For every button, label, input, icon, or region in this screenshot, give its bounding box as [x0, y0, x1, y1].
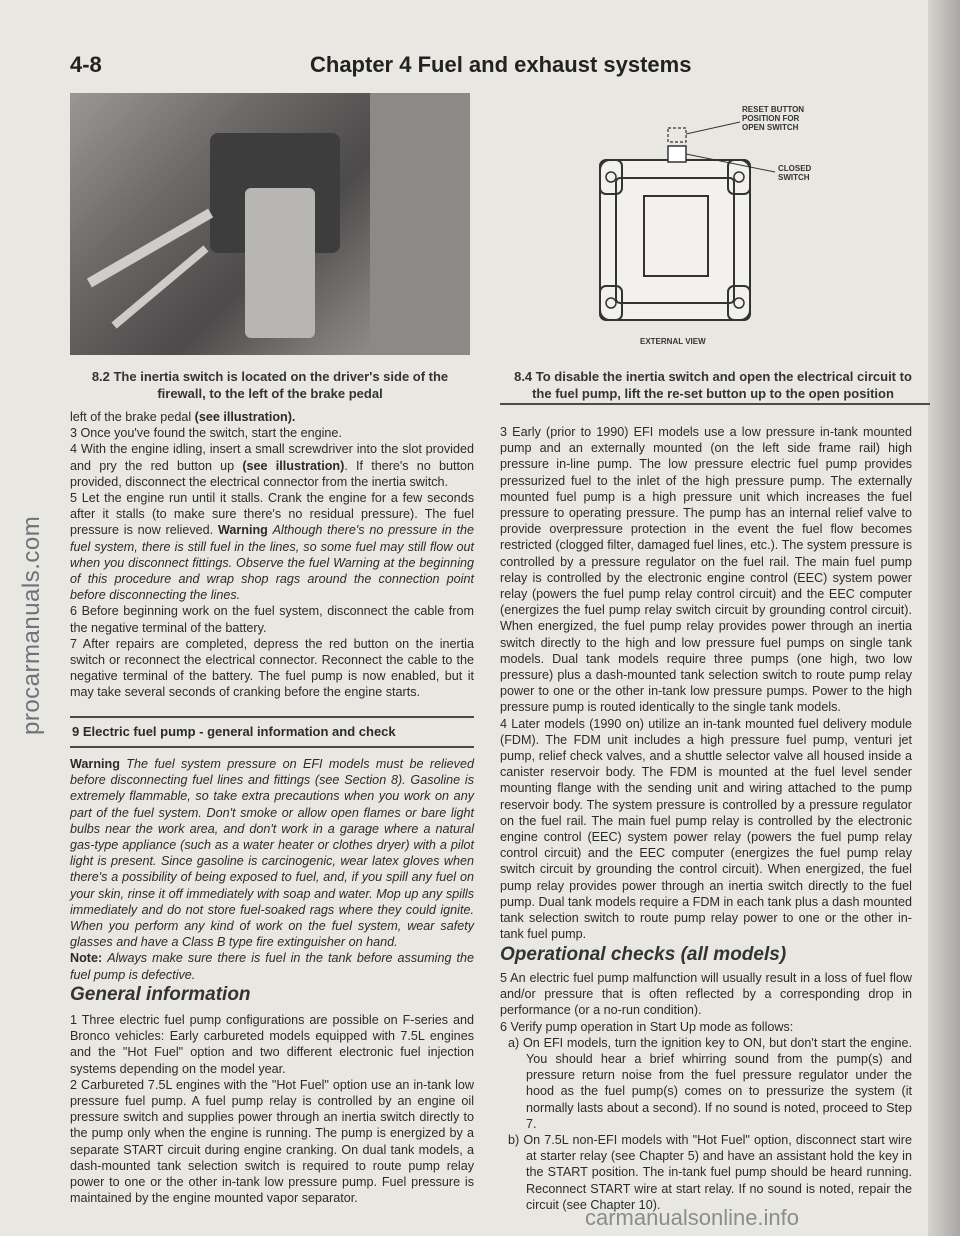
paragraph: 4 With the engine idling, insert a small screwdriver into the slot provided and pry the red button up (see illustration). If there's no button provided, disconnect the electrical connector from the inertia switch. — [70, 442, 474, 489]
warning-block — [70, 756, 474, 983]
paragraph: 3 Once you've found the switch, start the engine. — [70, 426, 342, 441]
photo-firewall — [370, 93, 470, 355]
figure-caption-8-2 — [80, 368, 460, 402]
divider-rule — [500, 403, 930, 405]
paragraph: left of the brake pedal (see illustration). — [70, 410, 296, 424]
left-column-top — [70, 409, 474, 701]
paragraph: 7 After repairs are completed, depress the red button on the inertia switch or reconnect the electrical connector. Reconnect the cable to the negative terminal of the battery. The fuel pump is now enabled, but it may take several seconds of cranking before the engine starts. — [70, 636, 474, 700]
chapter-title: Chapter 4 Fuel and exhaust systems — [310, 52, 692, 77]
left-column-bottom — [70, 1012, 474, 1206]
subhead-general-information: General information — [70, 984, 251, 1005]
caption-line: firewall, to the left of the brake pedal — [157, 386, 383, 401]
section-9-title: 9 Electric fuel pump - general information and check — [72, 724, 396, 739]
paragraph: 6 Before beginning work on the fuel system, disconnect the cable from the negative terminal of the battery. — [70, 604, 474, 635]
right-column-top — [500, 424, 912, 943]
reset-button-open-position — [668, 128, 686, 142]
reset-button-closed — [668, 146, 686, 162]
photo-switch-button — [245, 188, 315, 338]
inertia-switch-diagram — [560, 100, 940, 350]
figure-caption-8-4 — [498, 368, 928, 402]
page-number: 4-8 — [70, 52, 102, 77]
watermark-bottom: carmanualsonline.info — [585, 1205, 800, 1230]
warning-paragraph: Warning The fuel system pressure on EFI models must be relieved before disconnecting fuel lines and fittings (see Section 8). Gasoline is extremely flammable, so take extra precautions when you work on any part of the fuel system. Don't smoke or allow open flames or bare light bulbs near the work area, and don't work in a garage where a natural gas-type appliance (such as a water heater or clothes dryer) with a pilot light is present. Since gasoline is carcinogenic, wear latex gloves when there's a possibility of being exposed to fuel, and, if you spill any fuel on your skin, rinse it off immediately with soap and water. Mop up any spills immediately and do not store fuel-soaked rags where they could ignite. When you perform any kind of work on the fuel system, wear safety glasses and have a Class B type fire extinguisher on hand. — [70, 757, 474, 950]
section-rule-bottom — [70, 746, 474, 748]
paragraph: 2 Carbureted 7.5L engines with the "Hot Fuel" option use an in-tank low pressure fuel pump. A fuel pump relay is controlled by an engine oil pressure switch and supplies power through an inertia switch directly to the pump only when the engine is running. The pump is energized by a separate START circuit during engine cranking. On dual tank models, a dash-mounted tank selection switch is required to route pump relay power to one or the other in-tank low pressure pump. Fuel pressure is maintained by the engine mounted vapor separator. — [70, 1077, 474, 1206]
label-external-view: EXTERNAL VIEW — [640, 337, 706, 346]
paragraph: 5 Let the engine run until it stalls. Crank the engine for a few seconds after it stalls (to make sure there's no residual pressure). The fuel pressure is now relieved. Warning Although there's no pressure in the fuel system, there is still fuel in the lines, so some fuel may still flow out when you disconnect fittings. Observe the fuel Warning at the beginning of this procedure and wrap shop rags around the connection point before disconnecting the lines. — [70, 491, 474, 603]
subhead-operational-checks: Operational checks (all models) — [500, 944, 787, 965]
photo-wire — [87, 209, 213, 288]
paragraph: 4 Later models (1990 on) utilize an in-tank mounted fuel delivery module (FDM). The FDM unit includes a high pressure fuel pump, venturi jet pump, relief check valves, and a shuttle selector valve all housed inside a canister reservoir body. The FDM is mounted at the fuel level sender mounting flange with the sending unit and wiring attached to the pump reservoir body. The system pressure is controlled by a pressure regulator on the fuel rail. The main fuel pump relay is controlled by the electronic engine control (EEC) system power relay (powers the fuel pump relay control circuit) and the EEC computer (energizes the fuel pump relay switch circuit by grounding the control circuit). When energized, the fuel pump relay provides power through an inertia switch directly to the fuel pump. Dual tank models require a FDM in each tank plus a dash mounted tank selection switch to route pump relay power to one or the other in-tank fuel pump. — [500, 716, 912, 942]
right-column-bottom — [500, 970, 912, 1213]
list-item: b) On 7.5L non-EFI models with "Hot Fuel" option, disconnect start wire at starter relay (see Chapter 5) and have an assistant hold the key in the START position. The in-tank fuel pump should be heard running. Reconnect START wire at start relay. If no sound is noted, repair the circuit (see Chapter 10). — [508, 1133, 912, 1212]
caption-line: 8.2 The inertia switch is located on the driver's side of the — [91, 369, 449, 384]
caption-line: the fuel pump, lift the re-set button up to the open position — [532, 386, 894, 401]
watermark-side: procarmanuals.com — [18, 515, 45, 735]
paragraph: 1 Three electric fuel pump configurations are possible on F-series and Bronco vehicles: Early carbureted models equipped with 7.5L engines and the "Hot Fuel" option and two different electronic fuel injection systems depending on the model year. — [70, 1013, 474, 1076]
note-paragraph: Note: Always make sure there is fuel in the tank before assuming the fuel pump is defective. — [70, 951, 474, 982]
label-closed-switch: CLOSED SWITCH — [778, 164, 812, 182]
paragraph: 3 Early (prior to 1990) EFI models use a low pressure in-tank mounted pump and an externally mounted (on the left side frame rail) high pressure in-line pump. The low pressure electric fuel pump provides pressurized fuel to the inlet of the high pressure pump. The externally mounted fuel pump is a high pressure unit which increases the fuel pressure to operating pressure. The pump has an internal relief valve to provide overpressure protection in the event the fuel flow becomes restricted (clogged filter, damaged fuel lines, etc.). The system pressure is controlled by a pressure regulator on the fuel rail. The main fuel pump relay is controlled by the electronic engine control (EEC) system power relay (powers the fuel pump relay control circuit) and the EEC computer (energizes the fuel pump relay switch circuit by grounding control circuit). When energized, the fuel pump relay provides power through an inertia switch directly to the high and low pressure fuel pumps on single tank models. Dual tank models require three pumps (one high, two low pressure) plus a dash-mounted tank selection switch to route pump relay power to one or the other in-tank low pressure pumps. Power to the high pressure pump is routed identically to the single tank models. — [500, 425, 912, 715]
caption-line: 8.4 To disable the inertia switch and open the electrical circuit to — [514, 369, 912, 384]
leader-reset — [686, 122, 740, 134]
section-rule-top — [70, 716, 474, 718]
page-header — [70, 52, 920, 84]
list-item: a) On EFI models, turn the ignition key to ON, but don't start the engine. You should hear a brief whirring sound from the pump(s) and pressure return noise from the fuel pressure regulator under the hood as the fuel pump(s) comes on to pressurize the system (it normally lasts about a second). If no sound is noted, proceed to Step 7. — [508, 1035, 912, 1131]
inertia-switch-photo — [70, 93, 470, 355]
paragraph: 5 An electric fuel pump malfunction will usually result in a loss of fuel flow and/or pressure that is often reflected by a corresponding drop in performance (or a no-run condition). — [500, 971, 912, 1018]
paragraph: 6 Verify pump operation in Start Up mode as follows: — [500, 1019, 794, 1034]
label-reset-button: RESET BUTTON POSITION FOR OPEN SWITCH — [742, 105, 805, 132]
